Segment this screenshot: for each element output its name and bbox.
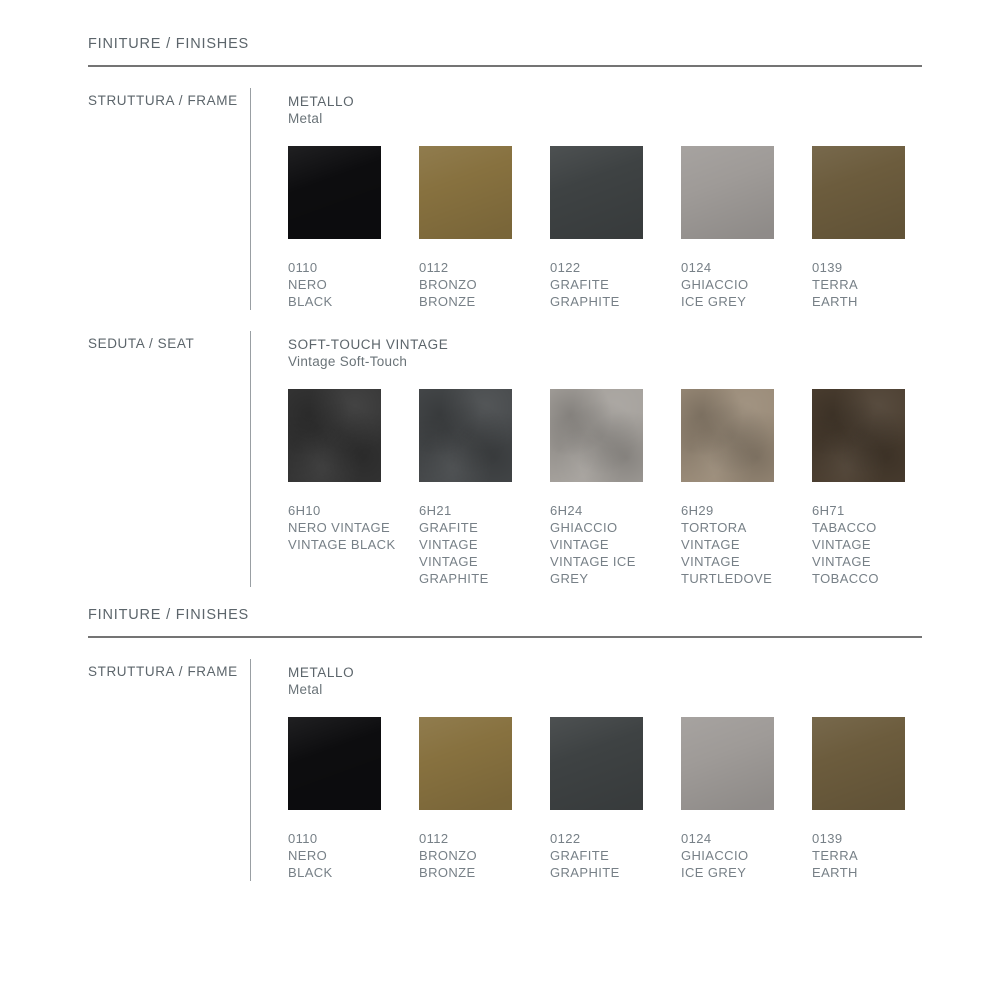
swatch-label	[419, 259, 512, 310]
swatch-label	[550, 259, 643, 310]
group-frame	[88, 88, 922, 310]
swatch-cell-0124	[681, 717, 774, 881]
swatch-name-en: GRAPHITE	[550, 294, 620, 309]
material-title: METALLO	[288, 94, 355, 109]
swatch-code: 0112	[419, 831, 449, 846]
swatch-code: 0124	[681, 260, 712, 275]
color-swatch	[681, 717, 774, 810]
swatch-label-line: TOBACCO	[812, 571, 879, 586]
group-frame-2	[88, 659, 922, 881]
group-seat	[88, 331, 922, 587]
material-subtitle: Metal	[288, 111, 323, 126]
swatch-code: 0139	[812, 831, 843, 846]
material-heading	[288, 664, 922, 698]
swatch-label-line: VINTAGE	[419, 554, 478, 569]
swatch-name-it: GRAFITE	[550, 277, 610, 292]
swatch-label-line: VINTAGE	[681, 554, 740, 569]
swatch-name-it: BRONZO	[419, 277, 478, 292]
swatch-name-en: GRAPHITE	[550, 865, 620, 880]
color-swatch	[419, 146, 512, 239]
color-swatch	[288, 717, 381, 810]
swatch-code: 0122	[550, 831, 581, 846]
swatch-cell-0122	[550, 146, 643, 310]
material-title: SOFT-TOUCH VINTAGE	[288, 337, 449, 352]
swatch-code: 0124	[681, 831, 712, 846]
swatch-name-en: EARTH	[812, 865, 858, 880]
swatch-label	[681, 830, 774, 881]
swatch-cell-0110	[288, 146, 381, 310]
swatch-label-line: TURTLEDOVE	[681, 571, 773, 586]
swatch-name-it: GRAFITE	[550, 848, 610, 863]
material-heading	[288, 93, 922, 127]
swatch-code: 6H24	[550, 503, 583, 518]
group-body	[250, 331, 922, 587]
swatch-label	[288, 502, 396, 553]
swatch-label-line: VINTAGE ICE	[550, 554, 636, 569]
section-finishes-2	[88, 607, 922, 881]
swatch-name-en: BLACK	[288, 294, 333, 309]
color-swatch	[419, 389, 512, 482]
swatch-name-it: GHIACCIO	[681, 277, 749, 292]
swatch-cell-0122	[550, 717, 643, 881]
swatch-cell-0110	[288, 717, 381, 881]
swatch-name-en: BRONZE	[419, 294, 476, 309]
group-body	[250, 88, 922, 310]
swatch-name-en: VINTAGE BLACK	[288, 537, 396, 552]
swatch-name-en: EARTH	[812, 294, 858, 309]
swatch-name-it: GHIACCIO	[681, 848, 749, 863]
swatch-row	[288, 389, 922, 587]
swatch-row	[288, 146, 922, 310]
swatch-name-it: TERRA	[812, 277, 859, 292]
swatch-label-line: GRAFITE	[419, 520, 479, 535]
swatch-code: 0110	[288, 260, 318, 275]
swatch-cell-0139	[812, 717, 905, 881]
color-swatch	[812, 146, 905, 239]
swatch-cell-0112	[419, 717, 512, 881]
swatch-label-line: VINTAGE	[681, 537, 740, 552]
swatch-label	[812, 830, 905, 881]
swatch-label	[681, 502, 774, 587]
color-swatch	[288, 146, 381, 239]
group-label-frame: STRUTTURA / FRAME	[88, 93, 238, 108]
swatch-name-en: ICE GREY	[681, 865, 747, 880]
swatch-label	[812, 259, 905, 310]
section-divider-rule	[88, 636, 922, 638]
swatch-cell-6H21	[419, 389, 512, 587]
swatch-name-en: BLACK	[288, 865, 333, 880]
swatch-code: 0139	[812, 260, 843, 275]
swatch-name-it: TERRA	[812, 848, 859, 863]
swatch-cell-6H29	[681, 389, 774, 587]
swatch-code: 6H10	[288, 503, 321, 518]
swatch-label-line: VINTAGE	[419, 537, 478, 552]
swatch-cell-0112	[419, 146, 512, 310]
swatch-cell-0139	[812, 146, 905, 310]
color-swatch	[288, 389, 381, 482]
swatch-label	[812, 502, 905, 587]
section-divider-rule	[88, 65, 922, 67]
section-title: FINITURE / FINISHES	[88, 36, 250, 52]
color-swatch	[681, 389, 774, 482]
swatch-label-line: GREY	[550, 571, 589, 586]
swatch-cell-6H71	[812, 389, 905, 587]
swatch-cell-6H10	[288, 389, 396, 587]
color-swatch	[550, 717, 643, 810]
swatch-label	[288, 830, 381, 881]
group-label-seat: SEDUTA / SEAT	[88, 336, 195, 351]
group-label-frame: STRUTTURA / FRAME	[88, 664, 238, 679]
swatch-label-line: VINTAGE	[812, 537, 871, 552]
swatch-name-it: NERO	[288, 848, 328, 863]
swatch-label	[419, 502, 512, 587]
color-swatch	[550, 146, 643, 239]
color-swatch	[812, 389, 905, 482]
swatch-name-it: NERO	[288, 277, 328, 292]
swatch-label-line: TABACCO	[812, 520, 877, 535]
swatch-name-it: NERO VINTAGE	[288, 520, 391, 535]
section-finishes-1	[88, 36, 922, 587]
swatch-code: 6H21	[419, 503, 452, 518]
swatch-name-it: BRONZO	[419, 848, 478, 863]
swatch-row	[288, 717, 922, 881]
swatch-code: 0122	[550, 260, 581, 275]
swatch-label	[550, 830, 643, 881]
color-swatch	[550, 389, 643, 482]
swatch-code: 6H29	[681, 503, 714, 518]
swatch-label-line: VINTAGE	[812, 554, 871, 569]
swatch-code: 0110	[288, 831, 318, 846]
material-subtitle: Metal	[288, 682, 323, 697]
material-subtitle: Vintage Soft-Touch	[288, 354, 408, 369]
swatch-label	[550, 502, 643, 587]
swatch-label	[288, 259, 381, 310]
swatch-cell-6H24	[550, 389, 643, 587]
swatch-name-en: BRONZE	[419, 865, 476, 880]
color-swatch	[681, 146, 774, 239]
swatch-label-line: GHIACCIO	[550, 520, 618, 535]
swatch-cell-0124	[681, 146, 774, 310]
color-swatch	[419, 717, 512, 810]
swatch-label-line: VINTAGE	[550, 537, 609, 552]
swatch-name-en: ICE GREY	[681, 294, 747, 309]
swatch-label	[681, 259, 774, 310]
swatch-code: 6H71	[812, 503, 845, 518]
swatch-label-line: GRAPHITE	[419, 571, 489, 586]
material-title: METALLO	[288, 665, 355, 680]
swatch-label	[419, 830, 512, 881]
swatch-code: 0112	[419, 260, 449, 275]
section-title: FINITURE / FINISHES	[88, 607, 250, 623]
material-heading	[288, 336, 922, 370]
group-body	[250, 659, 922, 881]
color-swatch	[812, 717, 905, 810]
swatch-label-line: TORTORA	[681, 520, 747, 535]
